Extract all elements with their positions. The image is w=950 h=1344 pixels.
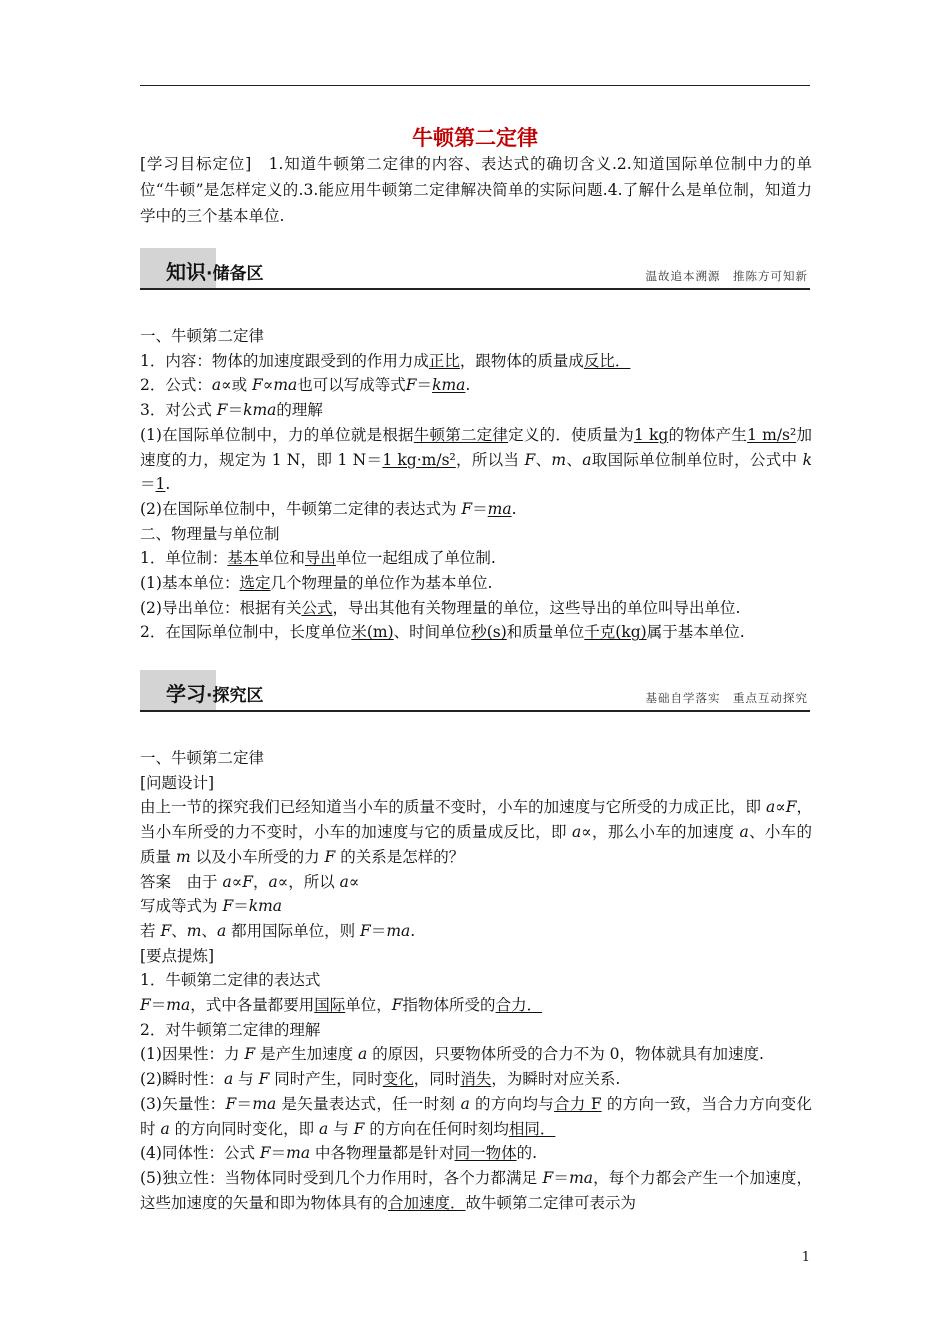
- banner-title: 学习·探究区: [166, 682, 264, 706]
- page-number: 1: [801, 1250, 810, 1265]
- page-title: 牛顿第二定律: [412, 126, 538, 150]
- banner-rule: [140, 288, 810, 290]
- paragraph: 1．牛顿第二定律的表达式: [140, 971, 321, 990]
- paragraph: (2)瞬时性：a 与 F 同时产生，同时变化，同时消失，为瞬时对应关系.: [140, 1070, 621, 1089]
- knowledge-banner: [140, 248, 810, 290]
- learning-goals: [140, 151, 812, 229]
- heading: 一、牛顿第二定律: [140, 327, 265, 345]
- banner-rule: [140, 710, 810, 712]
- heading: 二、物理量与单位制: [140, 524, 280, 543]
- paragraph: (1)在国际单位制中，力的单位就是根据牛顿第二定律定义的．使质量为1 kg的物体产生1 m/s²加速度的力，规定为 1 N，即 1 N＝1 kg·m/s²，所以当 F、m、a取国际单位制单位时，公式中 k＝1.: [140, 425, 812, 494]
- label: [要点提炼]: [140, 946, 215, 965]
- knowledge-section: [140, 324, 812, 645]
- paragraph: F＝ma，式中各量都要用国际单位，F指物体所受的合力．: [140, 996, 543, 1015]
- paragraph: 若 F、m、a 都用国际单位，则 F＝ma.: [140, 921, 416, 940]
- paragraph: (3)矢量性：F＝ma 是矢量表达式，任一时刻 a 的方向均与合力 F 的方向一致，当合力方向变化时 a 的方向同时变化，即 a 与 F 的方向在任何时刻均相同．: [140, 1094, 812, 1138]
- paragraph: (1)基本单位：选定几个物理量的单位作为基本单位.: [140, 574, 493, 593]
- paragraph: (1)因果性：力 F 是产生加速度 a 的原因，只要物体所受的合力不为 0，物体就具有加速度.: [140, 1045, 764, 1064]
- paragraph: (2)在国际单位制中，牛顿第二定律的表达式为 F＝ma.: [140, 499, 517, 518]
- paragraph: 3．对公式 F＝kma的理解: [140, 401, 323, 420]
- paragraph: (5)独立性：当物体同时受到几个力作用时，各个力都满足 F＝ma，每个力都会产生一个加速度，这些加速度的矢量和即为物体具有的合加速度．故牛顿第二定律可表示为: [140, 1168, 812, 1212]
- paragraph: 写成等式为 F＝kma: [140, 897, 283, 916]
- paragraph: 2．对牛顿第二定律的理解: [140, 1020, 321, 1039]
- heading: 一、牛顿第二定律: [140, 749, 265, 767]
- banner-slogan: 基础自学落实 重点互动探究: [645, 691, 808, 705]
- paragraph: (4)同体性：公式 F＝ma 中各物理量都是针对同一物体的.: [140, 1144, 538, 1163]
- banner-title: 知识·储备区: [166, 260, 264, 284]
- banner-slogan: 温故追本溯源 推陈方可知新: [645, 269, 808, 283]
- label: [问题设计]: [140, 773, 215, 792]
- study-banner: [140, 670, 810, 712]
- paragraph: 1．内容：物体的加速度跟受到的作用力成正比，跟物体的质量成反比．: [140, 351, 631, 370]
- paragraph: (2)导出单位：根据有关公式，导出其他有关物理量的单位，这些导出的单位叫导出单位.: [140, 598, 741, 617]
- header-rule: [140, 85, 810, 86]
- study-section: [140, 746, 812, 1215]
- paragraph: 答案 由于 a∝F，a∝，所以 a∝: [140, 872, 360, 891]
- paragraph: 由上一节的探究我们已经知道当小车的质量不变时，小车的加速度与它所受的力成正比，即 a∝F，当小车所受的力不变时，小车的加速度与它的质量成反比，即 a∝，那么小车的加速度 a、小车的质量 m 以及小车所受的力 F 的关系是怎样的？: [140, 798, 812, 866]
- paragraph: 1．单位制：基本单位和导出单位一起组成了单位制.: [140, 549, 496, 568]
- goals-text: 1.知道牛顿第二定律的内容、表达式的确切含义.2.知道国际单位制中力的单位“牛顿”是怎样定义的.3.能应用牛顿第二定律解决简单的实际问题.4.了解什么是单位制，知道力学中的三个基本单位.: [140, 155, 812, 225]
- paragraph: 2．在国际单位制中，长度单位米(m)、时间单位秒(s)和质量单位千克(kg)属于基本单位.: [140, 623, 745, 642]
- goals-label: [学习目标定位]: [140, 155, 252, 173]
- paragraph: 2．公式：a∝或 F∝ma也可以写成等式F＝kma.: [140, 376, 471, 395]
